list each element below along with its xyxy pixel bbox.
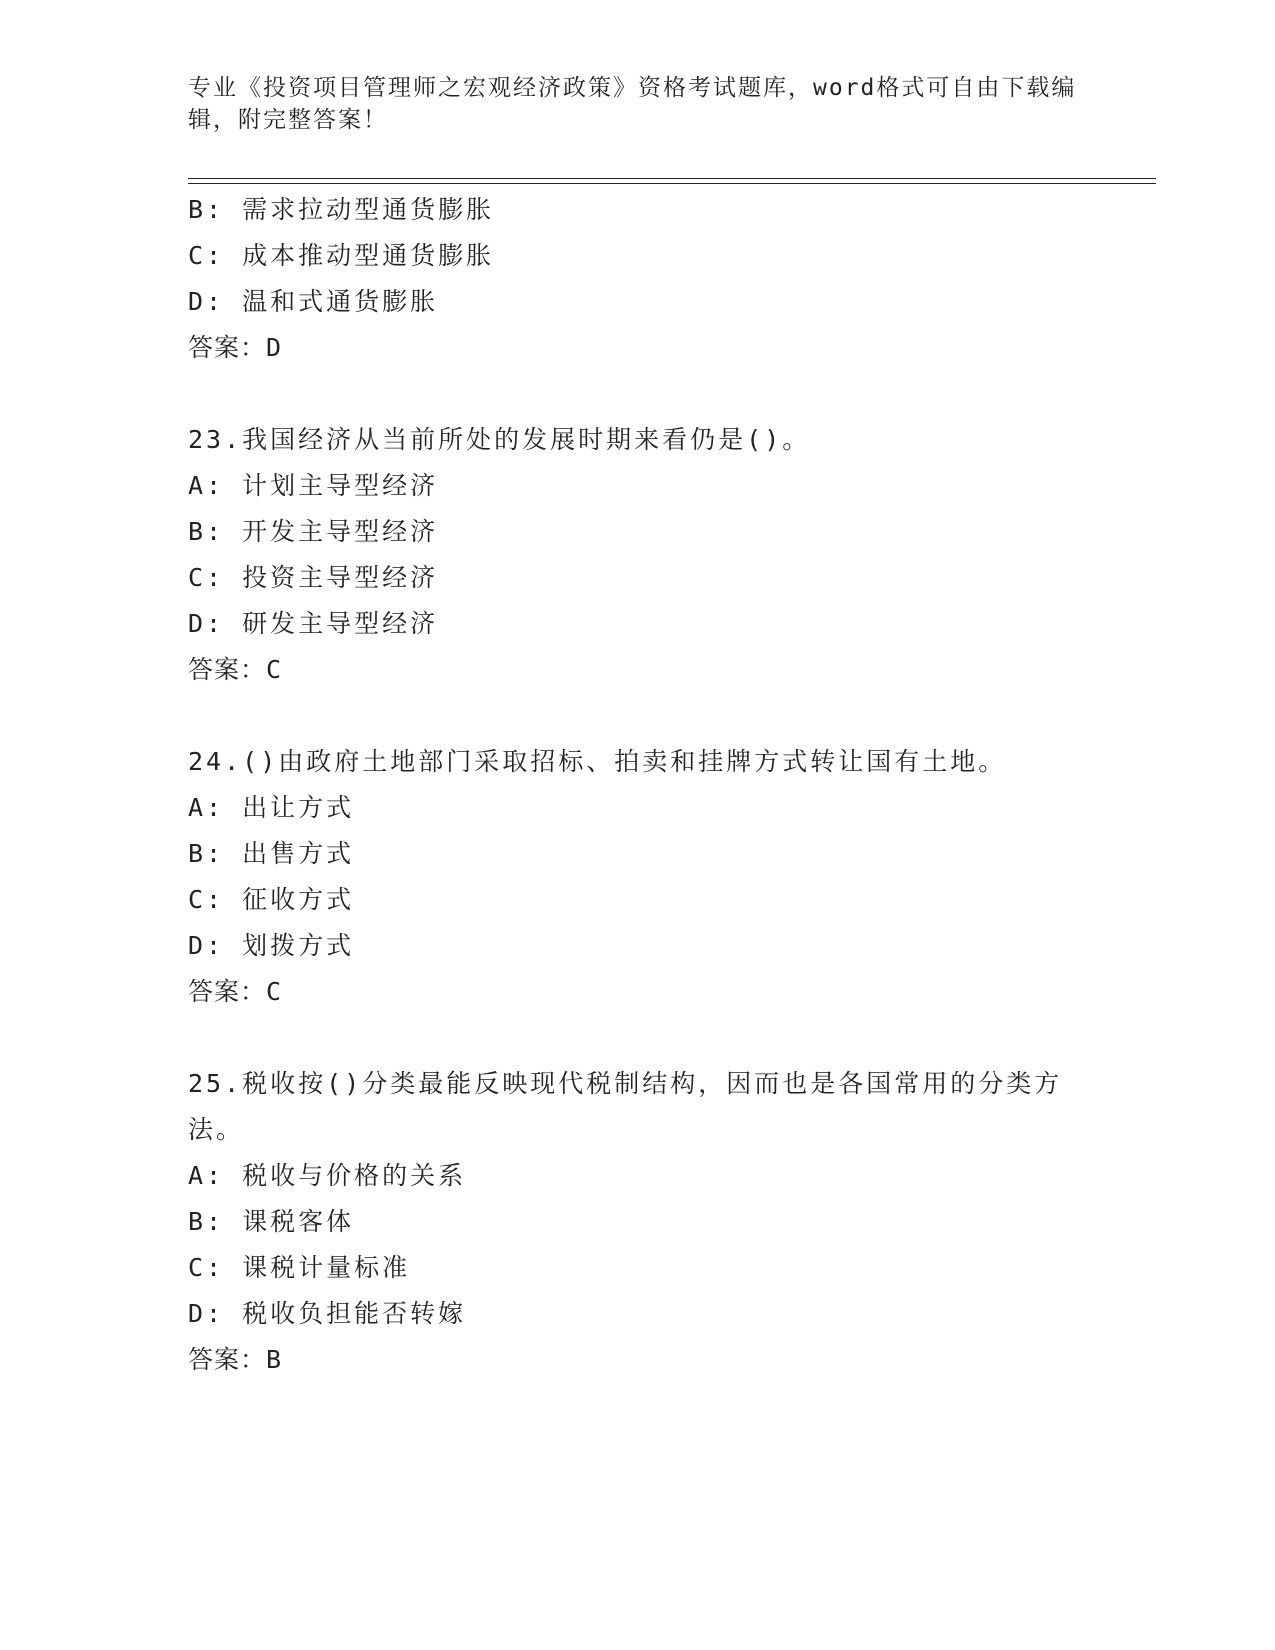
- option-a: A: 税收与价格的关系: [188, 1161, 467, 1190]
- option-d: D: 划拨方式: [188, 931, 355, 960]
- question-text-line-1: 25.税收按()分类最能反映现代税制结构，因而也是各国常用的分类方: [188, 1069, 1063, 1098]
- option-c: C: 课税计量标准: [188, 1253, 411, 1282]
- header-line-1: 专业《投资项目管理师之宏观经济政策》资格考试题库，word格式可自由下载编: [188, 75, 1077, 101]
- question-23: [188, 417, 1088, 693]
- option-a: A: 计划主导型经济: [188, 471, 439, 500]
- option-b: B: 课税客体: [188, 1207, 355, 1236]
- question-text: 23.我国经济从当前所处的发展时期来看仍是()。: [188, 425, 811, 454]
- question-text-line-2: 法。: [188, 1115, 245, 1144]
- option-c: C: 成本推动型通货膨胀: [188, 241, 495, 270]
- answer: 答案：C: [188, 655, 283, 684]
- option-b: B: 开发主导型经济: [188, 517, 439, 546]
- option-c: C: 征收方式: [188, 885, 355, 914]
- header-divider-bottom: [188, 183, 1156, 184]
- option-b: B: 出售方式: [188, 839, 355, 868]
- question-25: [188, 1061, 1088, 1383]
- option-d: D: 温和式通货膨胀: [188, 287, 439, 316]
- option-d: D: 税收负担能否转嫁: [188, 1299, 467, 1328]
- answer: 答案：D: [188, 333, 283, 362]
- option-a: A: 出让方式: [188, 793, 355, 822]
- answer: 答案：B: [188, 1345, 283, 1374]
- header-divider-top: [188, 178, 1156, 179]
- question-22-continued: [188, 187, 1088, 371]
- answer: 答案：C: [188, 977, 283, 1006]
- option-c: C: 投资主导型经济: [188, 563, 439, 592]
- question-list: [188, 187, 1088, 1383]
- option-d: D: 研发主导型经济: [188, 609, 439, 638]
- header-line-2: 辑，附完整答案！: [188, 107, 388, 133]
- question-text: 24.()由政府土地部门采取招标、拍卖和挂牌方式转让国有土地。: [188, 747, 1007, 776]
- page-header: [188, 72, 1088, 136]
- question-24: [188, 739, 1088, 1015]
- option-b: B: 需求拉动型通货膨胀: [188, 195, 495, 224]
